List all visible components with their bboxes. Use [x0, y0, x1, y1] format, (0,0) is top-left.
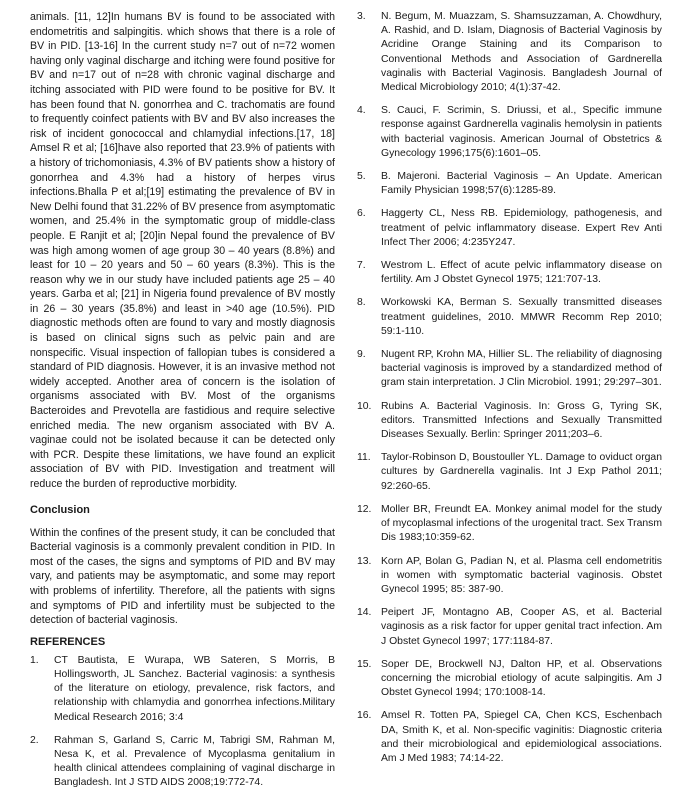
reference-number: 5. — [357, 171, 366, 183]
reference-item — [357, 348, 662, 391]
reference-item — [357, 658, 662, 701]
references-heading: REFERENCES — [30, 635, 106, 648]
reference-text: N. Begum, M. Muazzam, S. Shamsuzzaman, A. Chowdhury, A. Rashid, and D. Islam, Diagnosis of Bacterial Vaginosis by Acridine Orange Staining and its Comparison to Conventional Methods and Association of Gardnerella vaginalis with Bacterial Vaginosis. Bangladesh Journal of Medical Microbiology 2010; 4(1):37-42. — [381, 11, 662, 94]
reference-number: 10. — [357, 400, 372, 412]
reference-item — [357, 296, 662, 339]
reference-text: Taylor-Robinson D, Boustouller YL. Damage to oviduct organ cultures by Gardnerella vaginalis. Int J Exp Pathol 2011; 92:260-65. — [381, 452, 662, 492]
reference-item — [357, 606, 662, 649]
reference-item — [357, 10, 662, 95]
reference-number: 4. — [357, 105, 366, 117]
left-column — [30, 10, 335, 798]
reference-text: Peipert JF, Montagno AB, Cooper AS, et al. Bacterial vaginosis as a risk factor for upper genital tract infection. Am J Obstet Gynecol 1997; 177:1184-87. — [381, 607, 662, 647]
reference-item — [357, 170, 662, 198]
reference-item — [357, 207, 662, 250]
reference-item — [357, 451, 662, 494]
reference-text: Workowski KA, Berman S. Sexually transmitted diseases treatment guidelines, 2010. MMWR Recomm Rep 2010; 59:1-110. — [381, 297, 662, 337]
reference-number: 12. — [357, 503, 372, 515]
reference-text: Nugent RP, Krohn MA, Hillier SL. The reliability of diagnosing bacterial vaginosis is improved by a standardized method of gram stain interpretation. J Clin Microbiol. 1991; 29:297–301. — [381, 349, 662, 389]
reference-text: Soper DE, Brockwell NJ, Dalton HP, et al. Observations concerning the microbial etiology of acute salpingitis. Am J Obstet Gynecol 1994; 170:1008-14. — [381, 658, 662, 699]
reference-item — [357, 400, 662, 443]
reference-number: 6. — [357, 208, 366, 220]
reference-number: 16. — [357, 710, 372, 722]
reference-item — [357, 555, 662, 598]
reference-text: B. Majeroni. Bacterial Vaginosis – An Update. American Family Physician 1998;57(6):1285-89. — [381, 171, 662, 197]
reference-text: Rubins A. Bacterial Vaginosis. In: Gross G, Tyring SK, editors. Transmitted Infections and Sexually Transmitted Diseases Sexually. Berlin: Springer 2011;203–6. — [381, 400, 662, 441]
discussion-paragraph: animals. [11, 12]In humans BV is found to be associated with endometritis and salpingitis. which shows that there is a role of BV in PID. [13-16] In the current study n=7 out of n=72 women having only vaginal discharge and itching were found positive for BV and n=17 out of n=28 with chronic vaginal discharge and itching associated with PID were found to be positive for BV. It has been found that N. gonorrhea and C. trachomatis are found to frequently coinfect patients with BV and BV also increases the risk of incident gonococcal and chlamydial infections.[17, 18] Amsel R et al; [16]have also reported that 23.9% of patients with a history of trichomoniasis, 4.3% of BV patients show a history of gonorrhea and 4.3% had a history of herpes virus infections.Bhalla P et al;[19] estimating the prevalence of BV in New Delhi found that 31.22% of BV presence from asymptomatic women, and 25.4% in the symptomatic group of middle-class people. E Ranjit et al; [20]in Nepal found the prevalence of BV was high among women of age group 30 – 40 years (8.8%) and least for 10 – 20 years and 50 – 60 years (8.3%). This is the reason why we in our study have included patients age 25 – 40 years. Garba et al; [21] in Nigeria found prevalence of BV mostly in 26 – 30 years (35.8%) and least in >40 age (10.5%). PID diagnostic methods often are found to vary and mostly diagnosis is based on clinical signs such as pelvic pain and are nonspecific. Visual inspection of fallopian tubes is considered a standard of PID diagnosis. However, it is an invasive method not widely accepted. Another area of concern is the isolation of organisms associated with BV. Most of the organisms Bacteroides and Prevotella are fastidious and require selective enriched media. The new organism associated with BV A. vaginae could not be isolated because it can be detected only with PCR. Despite these limitations, we have found an explicit association of BV with PID. Investigation and treatment will reduce the burden of reproductive morbidity. — [30, 11, 336, 490]
reference-item — [357, 259, 662, 287]
reference-number: 2. — [30, 734, 39, 746]
reference-list-right — [357, 10, 662, 766]
reference-number: 3. — [357, 11, 366, 22]
reference-number: 14. — [357, 607, 372, 619]
reference-number: 15. — [357, 658, 372, 670]
conclusion-heading: Conclusion — [30, 503, 90, 516]
reference-text: Korn AP, Bolan G, Padian N, et al. Plasma cell endometritis in women with symptomatic bacterial vaginosis. Obstet Gynecol 1995; 85: 387-90. — [381, 555, 662, 595]
reference-number: 1. — [30, 654, 39, 666]
reference-item — [357, 709, 662, 766]
reference-text: Westrom L. Effect of acute pelvic inflammatory disease on fertility. Am J Obstet Gynecol 1975; 121:707-13. — [381, 260, 662, 286]
reference-number: 7. — [357, 260, 366, 272]
reference-number: 8. — [357, 297, 366, 309]
conclusion-paragraph: Within the confines of the present study, it can be concluded that Bacterial vaginosis is a commonly prevalent condition in PID. In most of the cases, the signs and symptoms of PID and BV may vary, and patients may be asymptomatic, and some may report with problems of infertility. Therefore, all the patients with signs and symptoms of PID and infertility must be subjected to the detection of bacterial vaginosis. — [30, 526, 335, 627]
reference-number: 11. — [357, 452, 371, 464]
reference-number: 13. — [357, 555, 372, 567]
reference-item — [357, 104, 662, 161]
reference-number: 9. — [357, 349, 366, 361]
reference-item — [357, 503, 662, 546]
reference-text: Rahman S, Garland S, Carric M, Tabrigi SM, Rahman M, Nesa K, et al. Prevalence of Mycoplasma genitalium in health clinical attendees complaining of vaginal discharge in Bangladesh. Int J STD AIDS 2008;19:772-74. — [54, 734, 335, 789]
reference-text: CT Bautista, E Wurapa, WB Sateren, S Morris, B Hollingsworth, JL Sanchez. Bacterial vaginosis: a synthesis of the literature on etiology, prevalence, risk factors, and relationship with chlamydia and gonorrhea infections.Military Medical Research 2016; 3:4 — [54, 654, 335, 723]
reference-text: Moller BR, Freundt EA. Monkey animal model for the study of mycoplasmal infections of the urogenital tract. Sex Transm Dis 1983;10:359-62. — [381, 503, 662, 544]
right-column — [357, 10, 662, 798]
reference-text: Amsel R. Totten PA, Spiegel CA, Chen KCS, Eschenbach DA, Smith K, et al. Non-specific vaginitis: Diagnostic criteria and their microbiological and epidemiological associations. Am J Med 1983; 74:14-22. — [381, 710, 662, 764]
reference-list-left — [30, 654, 335, 791]
reference-text: S. Cauci, F. Scrimin, S. Driussi, et al., Specific immune response against Gardnerella vaginalis hemolysin in patients with bacterial vaginosis. American Journal of Obstetrics & Gynecology 1996;175(6):1601–05. — [381, 105, 662, 159]
reference-item — [30, 734, 335, 791]
reference-text: Haggerty CL, Ness RB. Epidemiology, pathogenesis, and treatment of pelvic inflammatory disease. Expert Rev Anti Infect Ther 2006; 4:235Y247. — [381, 208, 662, 248]
reference-item — [30, 654, 335, 725]
